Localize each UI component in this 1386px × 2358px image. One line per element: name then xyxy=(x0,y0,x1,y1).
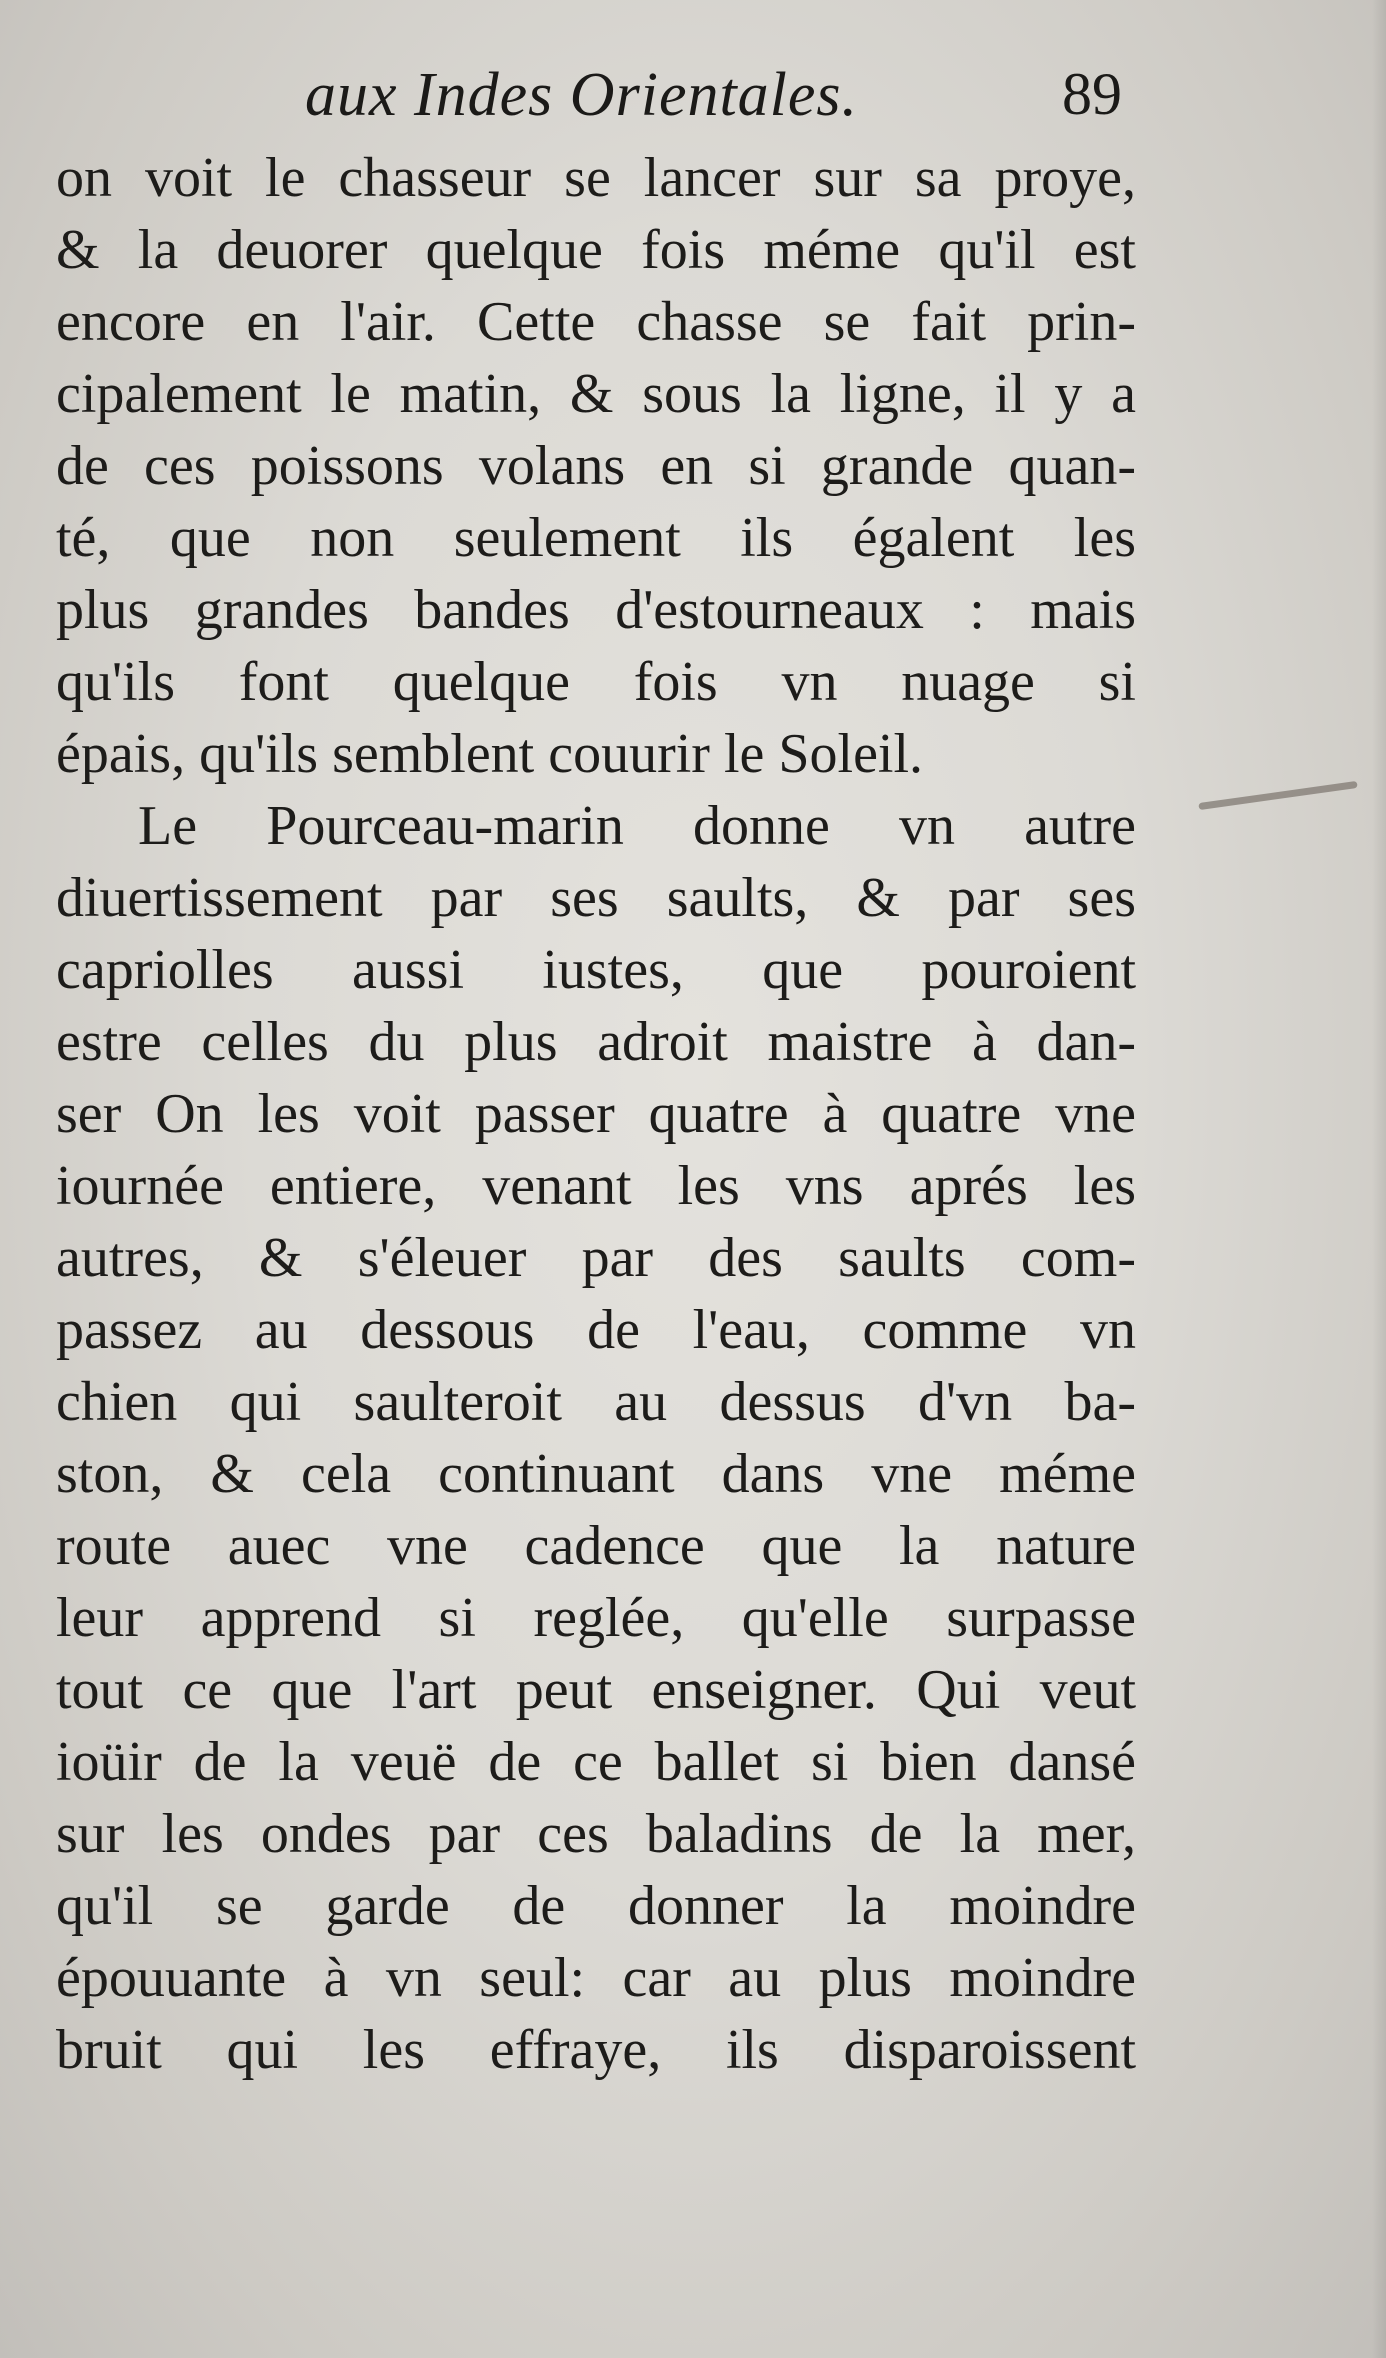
text-line: iournée entiere, venant les vns aprés les xyxy=(56,1155,1136,1217)
paragraph-start-line: Le Pourceau-marin donne vn autre xyxy=(138,795,1136,857)
text-line: tout ce que l'art peut enseigner. Qui veut xyxy=(56,1659,1136,1721)
text-line: épouuante à vn seul: car au plus moindre xyxy=(56,1947,1136,2009)
text-line: encore en l'air. Cette chasse se fait prin- xyxy=(56,291,1136,353)
text-line: de ces poissons volans en si grande quan- xyxy=(56,435,1136,497)
body-text xyxy=(56,142,1136,2086)
text-line: ston, & cela continuant dans vne méme xyxy=(56,1443,1136,1505)
text-line: leur apprend si reglée, qu'elle surpasse xyxy=(56,1587,1136,1649)
pencil-mark xyxy=(1198,781,1357,810)
page-number: 89 xyxy=(1062,61,1122,127)
text-line: estre celles du plus adroit maistre à dan- xyxy=(56,1011,1136,1073)
text-line: diuertissement par ses saults, & par ses xyxy=(56,867,1136,929)
text-line: sur les ondes par ces baladins de la mer, xyxy=(56,1803,1136,1865)
text-line: ser On les voit passer quatre à quatre vne xyxy=(56,1083,1136,1145)
text-line: qu'il se garde de donner la moindre xyxy=(56,1875,1136,1937)
paragraph-end-line: épais, qu'ils semblent couurir le Soleil. xyxy=(56,723,924,785)
text-line: autres, & s'éleuer par des saults com- xyxy=(56,1227,1136,1289)
text-line: ioüir de la veuë de ce ballet si bien dansé xyxy=(56,1731,1136,1793)
text-line: té, que non seulement ils égalent les xyxy=(56,507,1136,569)
text-line: passez au dessous de l'eau, comme vn xyxy=(56,1299,1136,1361)
text-line: chien qui saulteroit au dessus d'vn ba- xyxy=(56,1371,1136,1433)
text-line: plus grandes bandes d'estourneaux : mais xyxy=(56,579,1136,641)
text-line: route auec vne cadence que la nature xyxy=(56,1515,1136,1577)
page-edge-shadow xyxy=(1372,0,1386,2358)
running-head-title: aux Indes Orientales. xyxy=(305,61,859,129)
text-line: bruit qui les effraye, ils disparoissent xyxy=(56,2019,1136,2081)
text-line: capriolles aussi iustes, que pouroient xyxy=(56,939,1136,1001)
text-line: on voit le chasseur se lancer sur sa proye, xyxy=(56,147,1136,209)
text-line: qu'ils font quelque fois vn nuage si xyxy=(56,651,1136,713)
text-line: cipalement le matin, & sous la ligne, il y a xyxy=(56,363,1136,425)
text-line: & la deuorer quelque fois méme qu'il est xyxy=(56,219,1136,281)
